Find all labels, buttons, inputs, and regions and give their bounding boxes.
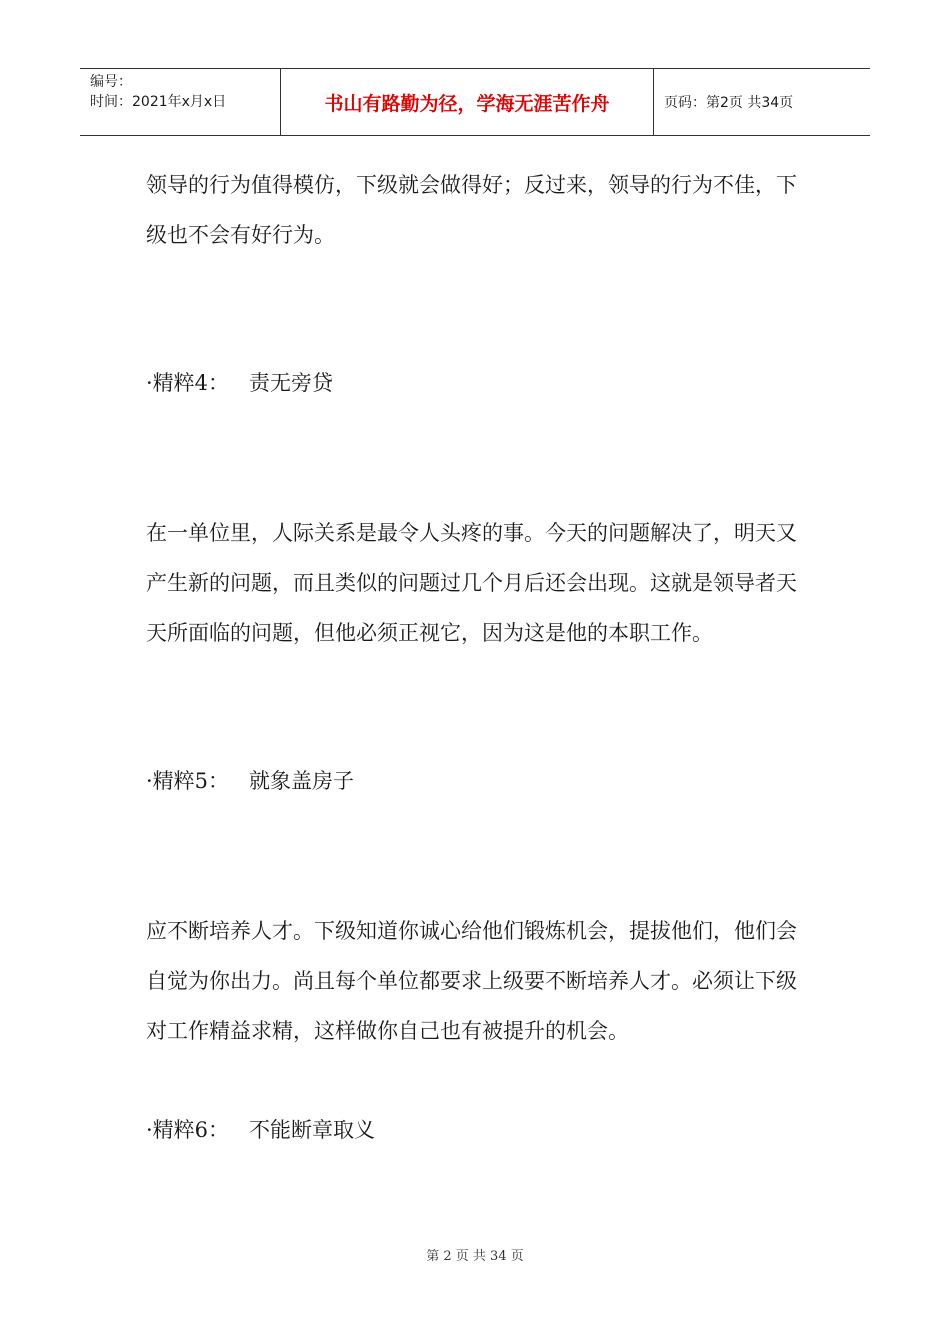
paragraph-2: 在一单位里，人际关系是最令人头疼的事。今天的问题解决了，明天又产生新的问题，而且类似的问题过几个月后还会出现。这就是领导者天天所面临的问题，但他必须正视它，因为这是他的本职工作。 (146, 521, 797, 645)
paragraph-3: 应不断培养人才。下级知道你诚心给他们锻炼机会，提拔他们，他们会自觉为你出力。尚且每个单位都要求上级要不断培养人才。必须让下级对工作精益求精，这样做你自己也有被提升的机会。 (146, 919, 797, 1043)
page-footer: 第 2 页 共 34 页 (426, 1249, 524, 1264)
header-motto: 书山有路勤为径，学海无涯苦作舟 (281, 69, 654, 135)
header-meta-cell (80, 69, 281, 135)
document-number-label: 编号： (90, 74, 132, 90)
heading-essence-4: ·精粹4： 责无旁贷 (146, 371, 334, 395)
document-date-label: 时间：2021年x月x日 (90, 94, 227, 110)
heading-essence-6: ·精粹6： 不能断章取义 (146, 1118, 376, 1142)
header-table (80, 68, 870, 136)
paragraph-1: 领导的行为值得模仿，下级就会做得好；反过来，领导的行为不佳，下级也不会有好行为。 (146, 173, 797, 247)
heading-essence-5: ·精粹5： 就象盖房子 (146, 769, 355, 793)
header-page-info: 页码：第2页 共34页 (664, 95, 794, 111)
